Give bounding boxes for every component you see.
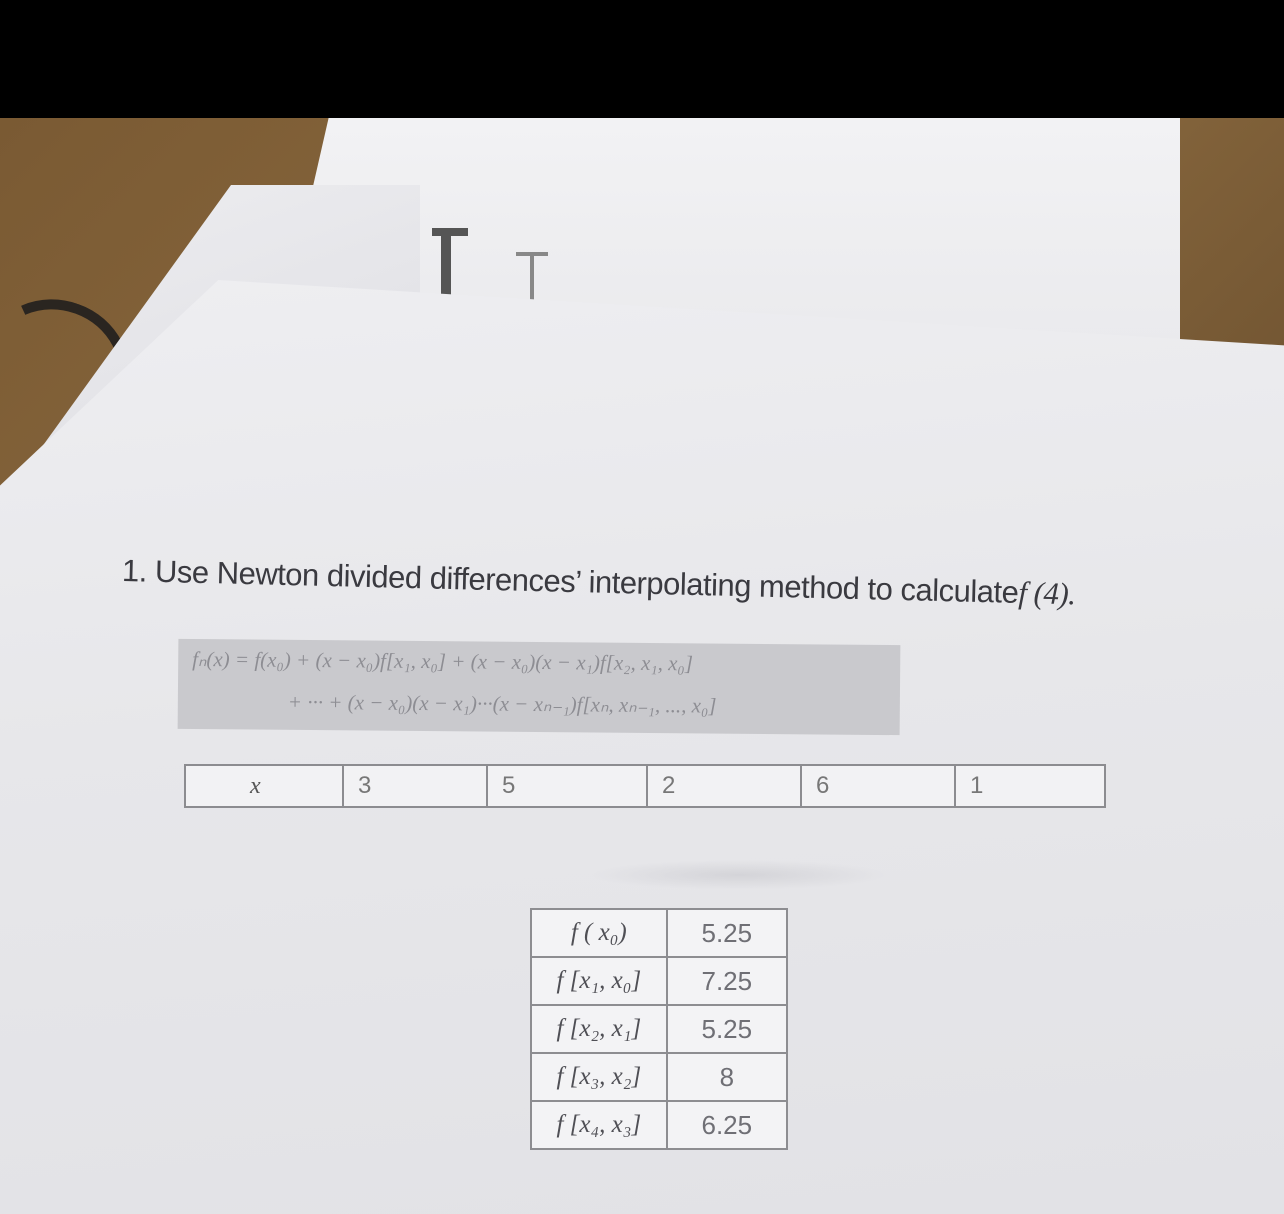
formula-line-1: fₙ(x) = f(x₀) + (x − x₀)f[x₁, x₀] + (x − x₀)(x − x₁)f[x₂, x₁, x₀]	[192, 646, 694, 676]
ghost-letter-stem-2	[530, 255, 534, 300]
dd-label: f [x₄, x₃]	[531, 1101, 667, 1149]
formula-line-2: + ··· + (x − x₀)(x − x₁)···(x − xₙ₋₁)f[xₙ, xₙ₋₁, ..., x₀]	[287, 689, 717, 718]
x-label: x	[250, 773, 261, 799]
dd-value: 5.25	[667, 909, 787, 957]
table-row	[531, 909, 787, 957]
formula-box	[178, 639, 901, 735]
x-cell: 5	[486, 766, 642, 806]
dd-value: 6.25	[667, 1101, 787, 1149]
x-cell: 1	[954, 766, 1100, 806]
x-cell: 3	[342, 766, 488, 806]
ghost-letter-stem	[441, 232, 451, 296]
dd-label: f [x₁, x₀]	[531, 957, 667, 1005]
question-body: Use Newton divided differences’ interpolating method to calculate	[154, 553, 1019, 610]
dd-label: f ( x₀)	[531, 909, 667, 957]
table-row	[531, 1053, 787, 1101]
dd-label: f [x₂, x₁]	[531, 1005, 667, 1053]
x-cell: 2	[646, 766, 802, 806]
dd-value: 8	[667, 1053, 787, 1101]
dd-value: 5.25	[667, 1005, 787, 1053]
dd-label: f [x₃, x₂]	[531, 1053, 667, 1101]
table-row	[531, 1101, 787, 1149]
dd-value: 7.25	[667, 957, 787, 1005]
table-row	[531, 1005, 787, 1053]
x-cell: 6	[800, 766, 956, 806]
pencil-smudge	[590, 860, 890, 890]
x-values-table	[184, 764, 1106, 808]
question-number: 1.	[121, 553, 148, 589]
question-target: f (4).	[1017, 574, 1076, 612]
divided-differences-table	[530, 908, 788, 1150]
table-row	[531, 957, 787, 1005]
